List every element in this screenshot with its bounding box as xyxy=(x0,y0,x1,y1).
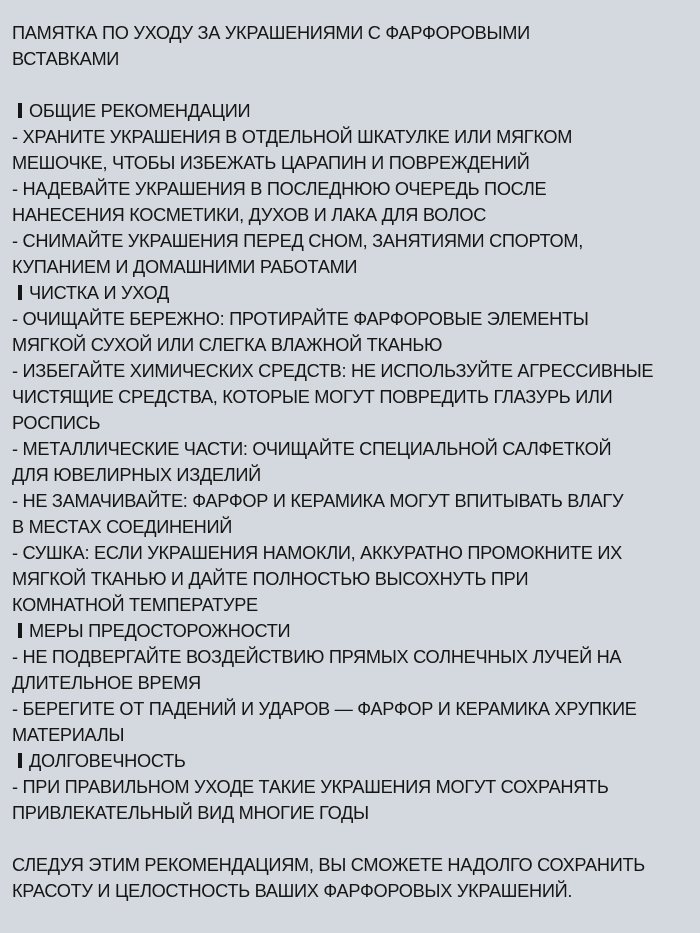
body-line: - НЕ ПОДВЕРГАЙТЕ ВОЗДЕЙСТВИЮ ПРЯМЫХ СОЛНЕЧНЫХ ЛУЧЕЙ НА xyxy=(12,647,622,667)
body-line: - МЕТАЛЛИЧЕСКИЕ ЧАСТИ: ОЧИЩАЙТЕ СПЕЦИАЛЬНОЙ САЛФЕТКОЙ xyxy=(12,439,612,459)
body-line: МЕШОЧКЕ, ЧТОБЫ ИЗБЕЖАТЬ ЦАРАПИН И ПОВРЕЖДЕНИЙ xyxy=(12,153,530,173)
body-line: КОМНАТНОЙ ТЕМПЕРАТУРЕ xyxy=(12,595,258,615)
body-line: - НАДЕВАЙТЕ УКРАШЕНИЯ В ПОСЛЕДНЮЮ ОЧЕРЕДЬ ПОСЛЕ xyxy=(12,179,547,199)
body-line: ДЛЯ ЮВЕЛИРНЫХ ИЗДЕЛИЙ xyxy=(12,465,261,485)
document-title-line: ПАМЯТКА ПО УХОДУ ЗА УКРАШЕНИЯМИ С ФАРФОРОВЫМИ xyxy=(12,23,530,43)
conclusion-line: КРАСОТУ И ЦЕЛОСТНОСТЬ ВАШИХ ФАРФОРОВЫХ УКРАШЕНИЙ. xyxy=(12,881,573,901)
body-line: ДЛИТЕЛЬНОЕ ВРЕМЯ xyxy=(12,673,201,693)
section-heading xyxy=(12,280,169,306)
body-line: МЯГКОЙ СУХОЙ ИЛИ СЛЕГКА ВЛАЖНОЙ ТКАНЬЮ xyxy=(12,335,443,355)
body-line: В МЕСТАХ СОЕДИНЕНИЙ xyxy=(12,517,233,537)
conclusion-line: СЛЕДУЯ ЭТИМ РЕКОМЕНДАЦИЯМ, ВЫ СМОЖЕТЕ НАДОЛГО СОХРАНИТЬ xyxy=(12,855,645,875)
body-line: ПРИВЛЕКАТЕЛЬНЫЙ ВИД МНОГИЕ ГОДЫ xyxy=(12,803,369,823)
section-heading-text: МЕРЫ ПРЕДОСТОРОЖНОСТИ xyxy=(29,621,291,641)
body-line: - ПРИ ПРАВИЛЬНОМ УХОДЕ ТАКИЕ УКРАШЕНИЯ МОГУТ СОХРАНЯТЬ xyxy=(12,777,609,797)
section-heading-text: ДОЛГОВЕЧНОСТЬ xyxy=(29,751,186,771)
section-heading-text: ЧИСТКА И УХОД xyxy=(29,283,169,303)
body-line: НАНЕСЕНИЯ КОСМЕТИКИ, ДУХОВ И ЛАКА ДЛЯ ВОЛОС xyxy=(12,205,487,225)
section-heading xyxy=(12,748,186,774)
body-line: - ОЧИЩАЙТЕ БЕРЕЖНО: ПРОТИРАЙТЕ ФАРФОРОВЫЕ ЭЛЕМЕНТЫ xyxy=(12,309,589,329)
body-line: - БЕРЕГИТЕ ОТ ПАДЕНИЙ И УДАРОВ — ФАРФОР И КЕРАМИКА ХРУПКИЕ xyxy=(12,699,637,719)
body-line: МАТЕРИАЛЫ xyxy=(12,725,125,745)
body-line: - СНИМАЙТЕ УКРАШЕНИЯ ПЕРЕД СНОМ, ЗАНЯТИЯМИ СПОРТОМ, xyxy=(12,231,583,251)
body-line: - ИЗБЕГАЙТЕ ХИМИЧЕСКИХ СРЕДСТВ: НЕ ИСПОЛЬЗУЙТЕ АГРЕССИВНЫЕ xyxy=(12,361,654,381)
body-line: МЯГКОЙ ТКАНЬЮ И ДАЙТЕ ПОЛНОСТЬЮ ВЫСОХНУТЬ ПРИ xyxy=(12,569,529,589)
heading-bar-icon xyxy=(18,285,22,300)
section-heading-text: ОБЩИЕ РЕКОМЕНДАЦИИ xyxy=(29,101,251,121)
document-title-line: ВСТАВКАМИ xyxy=(12,49,120,69)
section-heading xyxy=(12,98,250,124)
heading-bar-icon xyxy=(18,623,22,638)
heading-bar-icon xyxy=(18,753,22,768)
section-heading xyxy=(12,618,290,644)
body-line: КУПАНИЕМ И ДОМАШНИМИ РАБОТАМИ xyxy=(12,257,358,277)
body-line: - НЕ ЗАМАЧИВАЙТЕ: ФАРФОР И КЕРАМИКА МОГУТ ВПИТЫВАТЬ ВЛАГУ xyxy=(12,491,624,511)
body-line: ЧИСТЯЩИЕ СРЕДСТВА, КОТОРЫЕ МОГУТ ПОВРЕДИТЬ ГЛАЗУРЬ ИЛИ xyxy=(12,387,613,407)
body-line: РОСПИСЬ xyxy=(12,413,101,433)
body-line: - ХРАНИТЕ УКРАШЕНИЯ В ОТДЕЛЬНОЙ ШКАТУЛКЕ ИЛИ МЯГКОМ xyxy=(12,127,573,147)
body-line: - СУШКА: ЕСЛИ УКРАШЕНИЯ НАМОКЛИ, АККУРАТНО ПРОМОКНИТЕ ИХ xyxy=(12,543,622,563)
heading-bar-icon xyxy=(18,103,22,118)
